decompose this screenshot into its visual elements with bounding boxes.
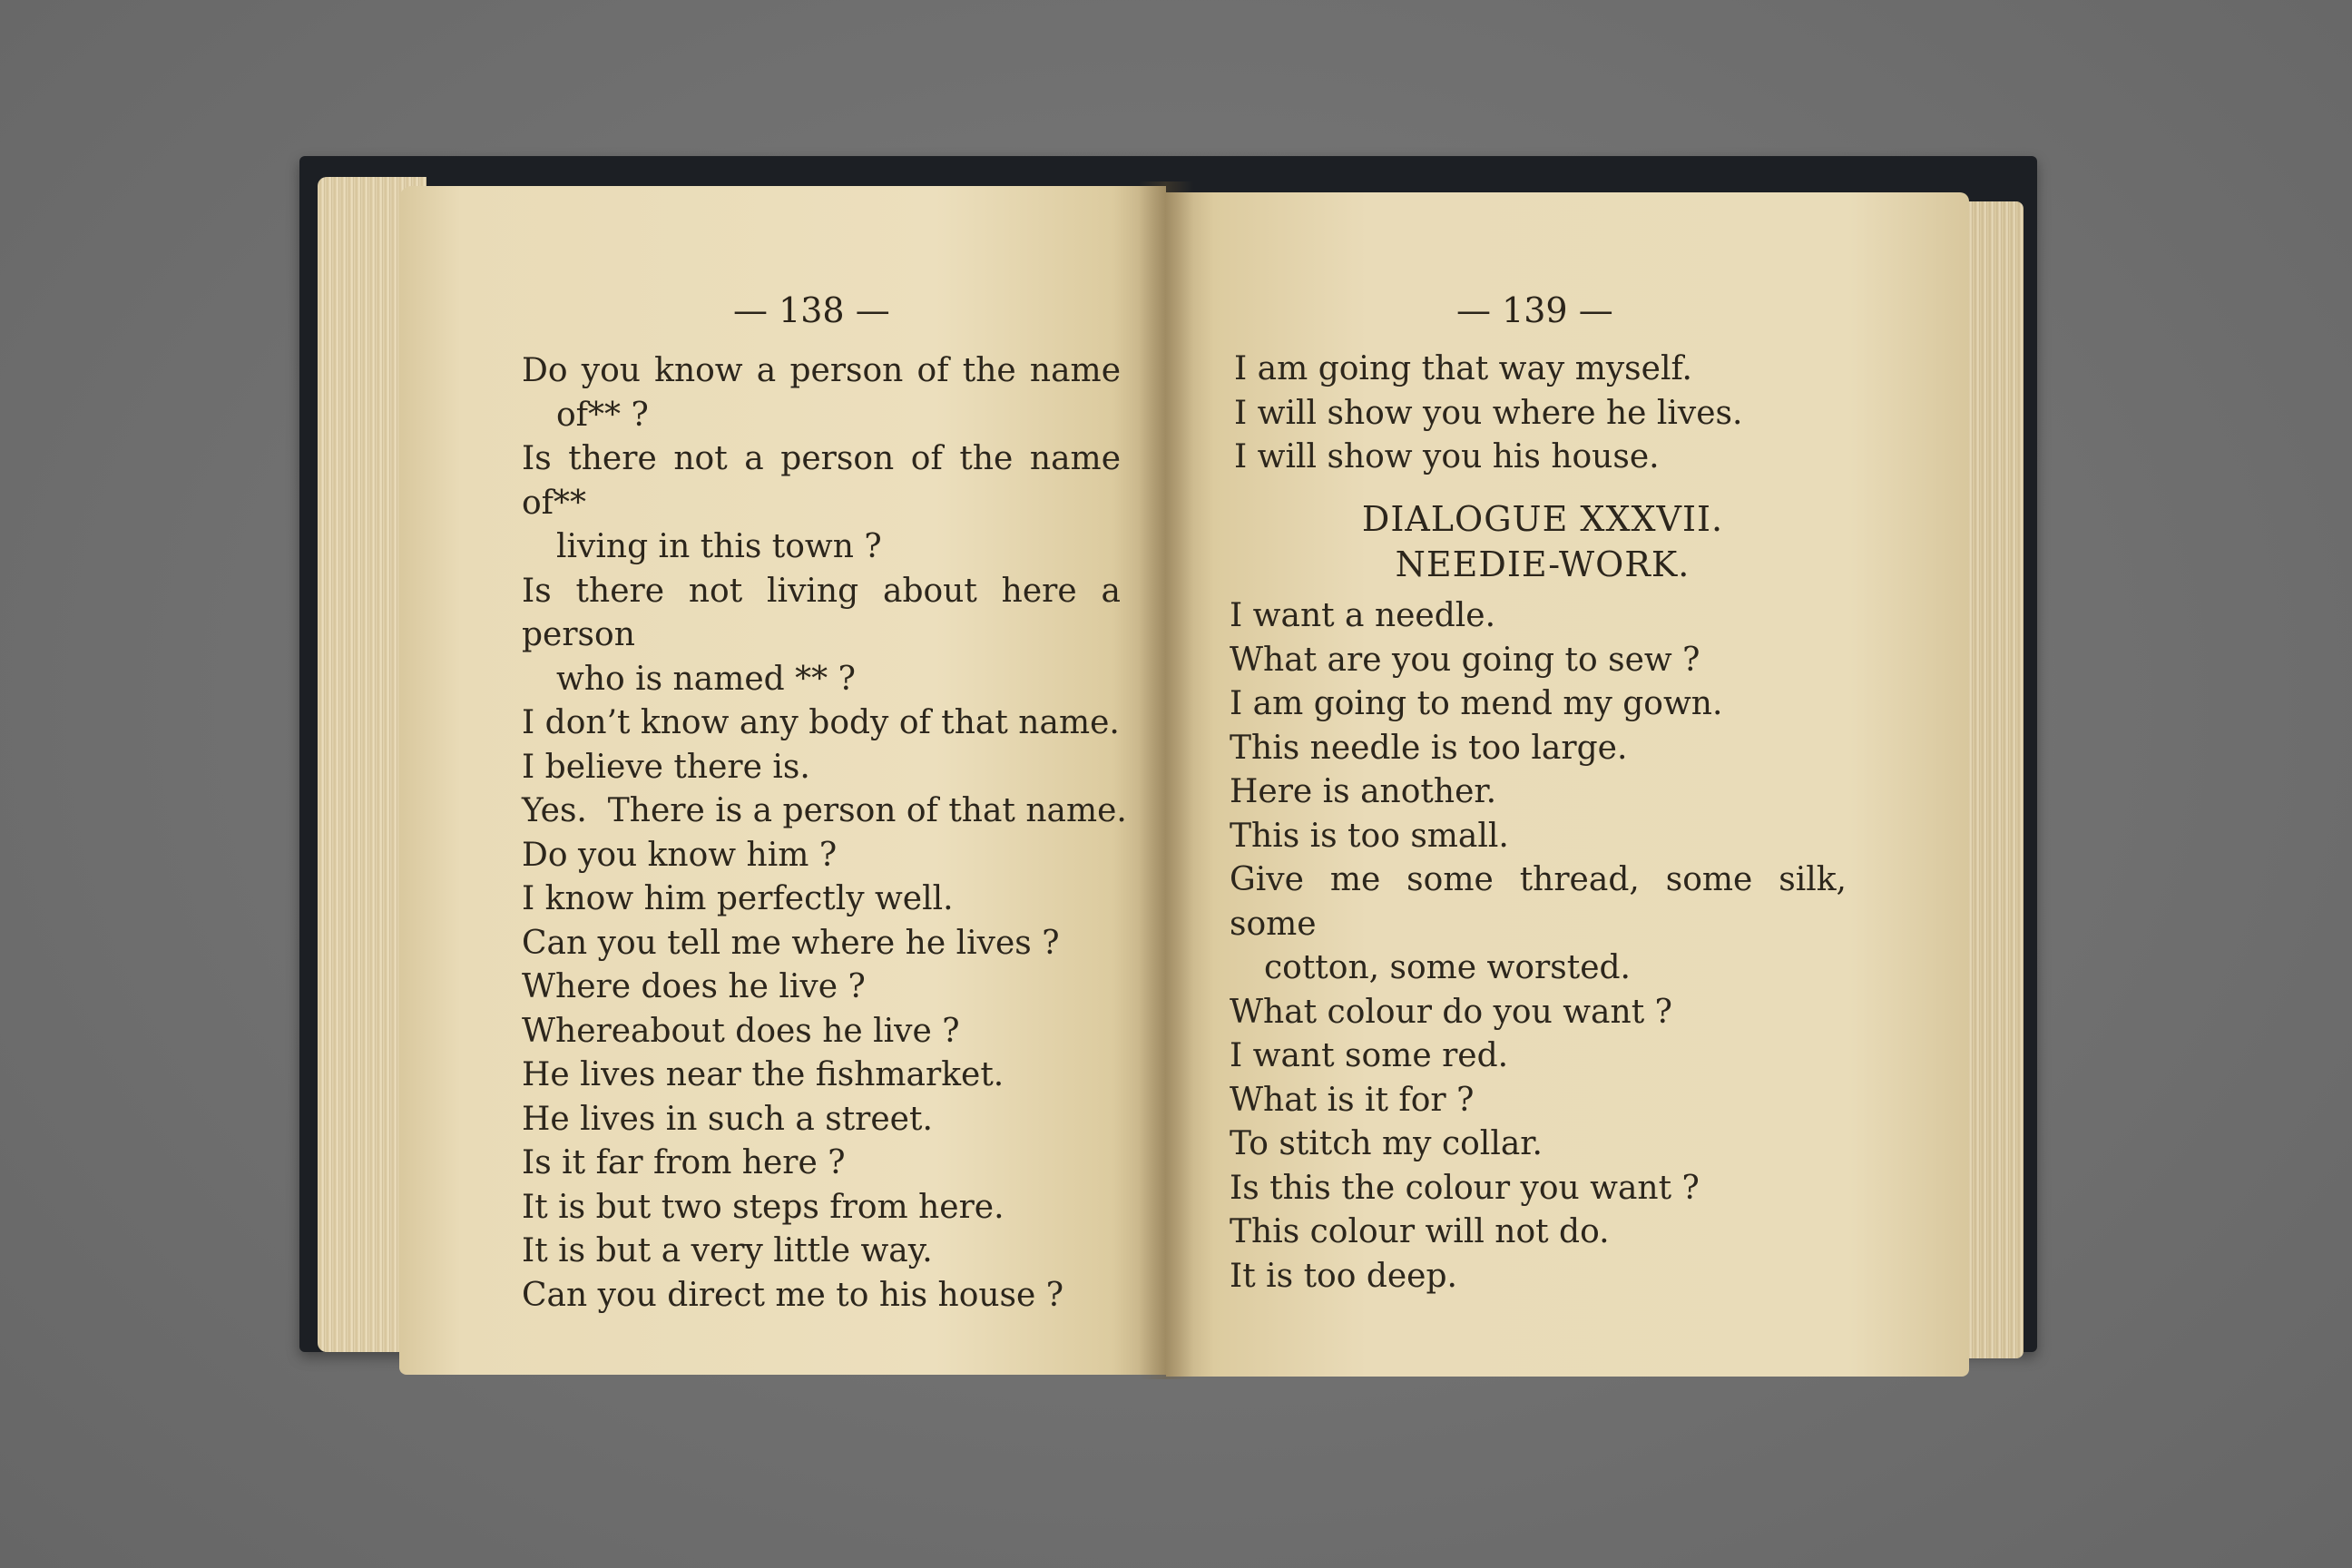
- text-line: I am going to mend my gown.: [1230, 685, 1723, 722]
- right-page-top-text: [1234, 348, 1742, 480]
- text-line: who is named ** ?: [556, 660, 856, 698]
- text-line: of** ?: [556, 396, 649, 434]
- text-line: It is too deep.: [1230, 1257, 1457, 1295]
- text-line: To stitch my collar.: [1230, 1125, 1543, 1162]
- text-line: Is there not a person of the name of**: [522, 440, 1121, 522]
- text-line: What are you going to sew ?: [1230, 641, 1700, 679]
- text-line: living in this town ?: [556, 528, 882, 565]
- book-gutter: [1139, 181, 1193, 1379]
- text-line: This colour will not do.: [1230, 1213, 1610, 1250]
- text-line: It is but two steps from here.: [522, 1188, 1004, 1226]
- left-page-number: — 138 —: [733, 290, 890, 330]
- text-line: He lives near the fishmarket.: [522, 1056, 1004, 1093]
- text-line: I want a needle.: [1230, 597, 1496, 634]
- text-line: I don’t know any body of that name.: [522, 704, 1120, 741]
- text-line: Is this the colour you want ?: [1230, 1169, 1700, 1207]
- text-line: I know him perfectly well.: [522, 880, 954, 917]
- text-line: What is it for ?: [1230, 1081, 1475, 1119]
- text-line: Do you know a person of the name: [522, 352, 1121, 389]
- text-line: Give me some thread, some silk, some: [1230, 861, 1847, 943]
- text-line: Can you tell me where he lives ?: [522, 924, 1060, 962]
- text-line: Can you direct me to his house ?: [522, 1276, 1064, 1314]
- text-line: cotton, some worsted.: [1264, 949, 1631, 986]
- text-line: I am going that way myself.: [1234, 350, 1692, 387]
- right-page-text: [1230, 594, 1847, 1298]
- text-line: Whereabout does he live ?: [522, 1012, 960, 1050]
- text-line: This needle is too large.: [1230, 729, 1628, 767]
- text-line: What colour do you want ?: [1230, 993, 1672, 1031]
- text-line: It is but a very little way.: [522, 1232, 933, 1269]
- left-page-text: [522, 349, 1127, 1318]
- text-line: Here is another.: [1230, 773, 1497, 810]
- text-line: Is there not living about here a person: [522, 572, 1121, 653]
- text-line: I will show you his house.: [1234, 438, 1660, 475]
- dialogue-heading: DIALOGUE XXXVII.: [1361, 499, 1724, 539]
- text-line: He lives in such a street.: [522, 1100, 933, 1138]
- text-line: This is too small.: [1230, 817, 1509, 855]
- text-line: Yes. There is a person of that name.: [522, 792, 1127, 829]
- text-line: Where does he live ?: [522, 968, 866, 1005]
- text-line: Is it far from here ?: [522, 1144, 846, 1181]
- right-page-number: — 139 —: [1456, 290, 1613, 330]
- dialogue-subheading: NEEDIE-WORK.: [1395, 544, 1690, 584]
- text-line: I believe there is.: [522, 748, 810, 786]
- text-line: I want some red.: [1230, 1037, 1509, 1074]
- text-line: I will show you where he lives.: [1234, 394, 1743, 432]
- text-line: Do you know him ?: [522, 836, 838, 874]
